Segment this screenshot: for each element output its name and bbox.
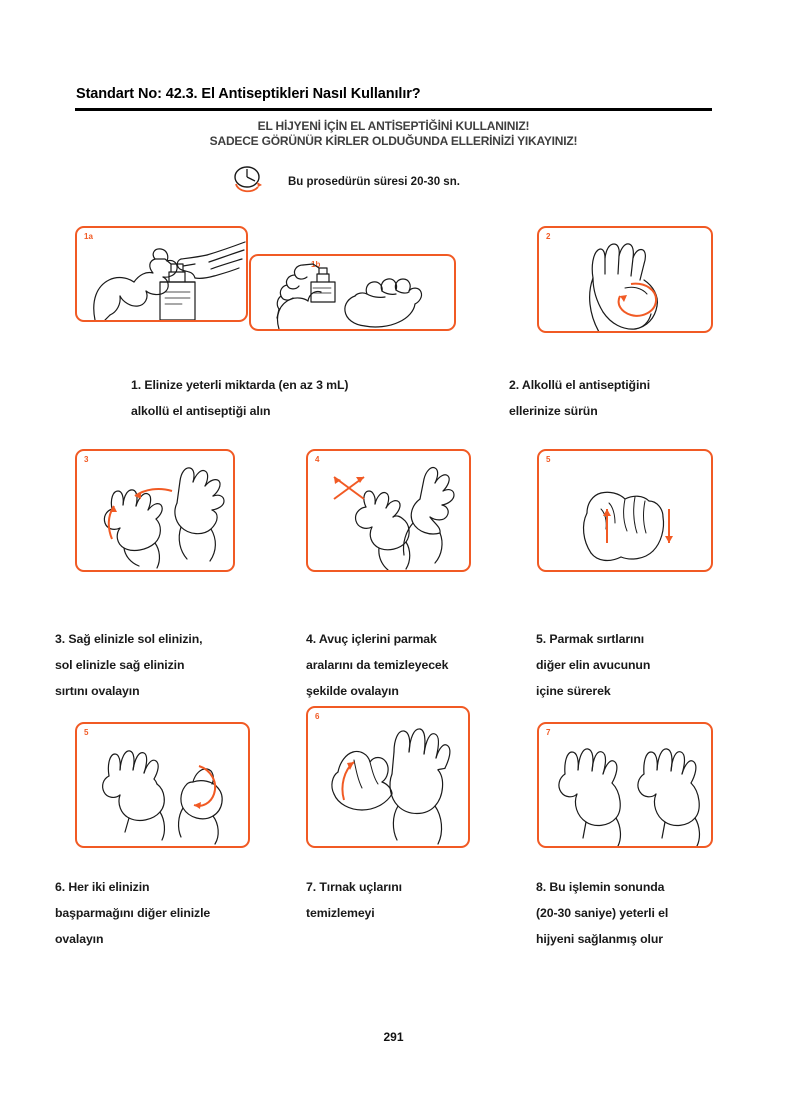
step-caption-5-line-1: 5. Parmak sırtlarını (536, 632, 645, 646)
illustration-frame-7 (306, 706, 470, 848)
frame-label-7: 6 (315, 712, 320, 721)
step-caption-7-line-2: temizlemeyi (306, 906, 375, 920)
step-caption-6-line-1: 6. Her iki elinizin (55, 880, 150, 894)
interlace-fingers-illustration (308, 451, 471, 572)
subtitle-line-2: SADECE GÖRÜNÜR KİRLER OLDUĞUNDA ELLERİNİZİ YIKAYINIZ! (209, 134, 578, 148)
step-caption-8 (536, 874, 751, 952)
step-caption-1-line-2: alkollü el antiseptiği alın (131, 404, 271, 418)
title-divider (75, 108, 712, 111)
step-caption-3-line-1: 3. Sağ elinizle sol elinizin, (55, 632, 203, 646)
step-caption-5-line-2: diğer elin avucunun (536, 658, 651, 672)
illustration-frame-4 (306, 449, 471, 572)
step-caption-5 (536, 626, 736, 704)
step-caption-3-line-2: sol elinizle sağ elinizin (55, 658, 185, 672)
frame-label-2: 2 (546, 232, 551, 241)
clean-hands-illustration (539, 724, 713, 848)
illustration-frame-6 (75, 722, 250, 848)
step-caption-3-line-3: sırtını ovalayın (55, 684, 140, 698)
clock-icon (232, 165, 268, 195)
illustration-frame-2 (537, 226, 713, 333)
hands-dispensing-illustration (251, 256, 456, 331)
subtitle-block (75, 119, 712, 149)
subtitle-line-1: EL HİJYENİ İÇİN EL ANTİSEPTİĞİNİ KULLANINIZ! (257, 119, 530, 133)
step-caption-4-line-1: 4. Avuç içlerini parmak (306, 632, 437, 646)
frame-label-1a: 1a (84, 232, 93, 241)
step-caption-8-line-1: 8. Bu işlemin sonunda (536, 880, 665, 894)
rub-palms-illustration (539, 228, 713, 333)
step-caption-4 (306, 626, 521, 704)
illustration-frame-5 (537, 449, 713, 572)
step-caption-1 (131, 372, 461, 424)
step-caption-6-line-2: başparmağını diğer elinizle (55, 906, 211, 920)
duration-note: Bu prosedürün süresi 20-30 sn. (288, 176, 460, 188)
frame-label-8: 7 (546, 728, 551, 737)
illustration-frame-1a (75, 226, 248, 322)
page-number: 291 (383, 1030, 404, 1044)
step-caption-2-line-2: ellerinize sürün (509, 404, 598, 418)
step-caption-8-line-3: hijyeni sağlanmış olur (536, 932, 663, 946)
step-caption-1-line-1: 1. Elinize yeterli miktarda (en az 3 mL) (131, 378, 349, 392)
page-title: Standart No: 42.3. El Antiseptikleri Nasıl Kullanılır? (76, 86, 421, 102)
frame-label-6: 5 (84, 728, 89, 737)
step-caption-5-line-3: içine sürerek (536, 684, 611, 698)
step-caption-8-line-2: (20-30 saniye) yeterli el (536, 906, 669, 920)
step-caption-6-line-3: ovalayın (55, 932, 104, 946)
frame-label-1b: 1b (311, 260, 321, 269)
step-caption-7 (306, 874, 521, 926)
illustration-frame-8 (537, 722, 713, 848)
step-caption-2 (509, 372, 719, 424)
step-caption-6 (55, 874, 295, 952)
illustration-frame-1b (249, 254, 456, 331)
step-caption-2-line-1: 2. Alkollü el antiseptiğini (509, 378, 651, 392)
step-caption-3 (55, 626, 285, 704)
rub-fingertips-illustration (308, 708, 470, 848)
step-caption-4-line-2: aralarını da temizleyecek (306, 658, 449, 672)
step-caption-4-line-3: şekilde ovalayın (306, 684, 399, 698)
hand-pump-illustration (77, 228, 248, 322)
step-caption-7-line-1: 7. Tırnak uçlarını (306, 880, 402, 894)
rub-back-of-hands-illustration (77, 451, 235, 572)
frame-label-4: 4 (315, 455, 320, 464)
illustration-frame-3 (75, 449, 235, 572)
interlocked-fingers-illustration (539, 451, 713, 572)
frame-label-3: 3 (84, 455, 89, 464)
rub-thumbs-illustration (77, 724, 250, 848)
frame-label-5: 5 (546, 455, 551, 464)
